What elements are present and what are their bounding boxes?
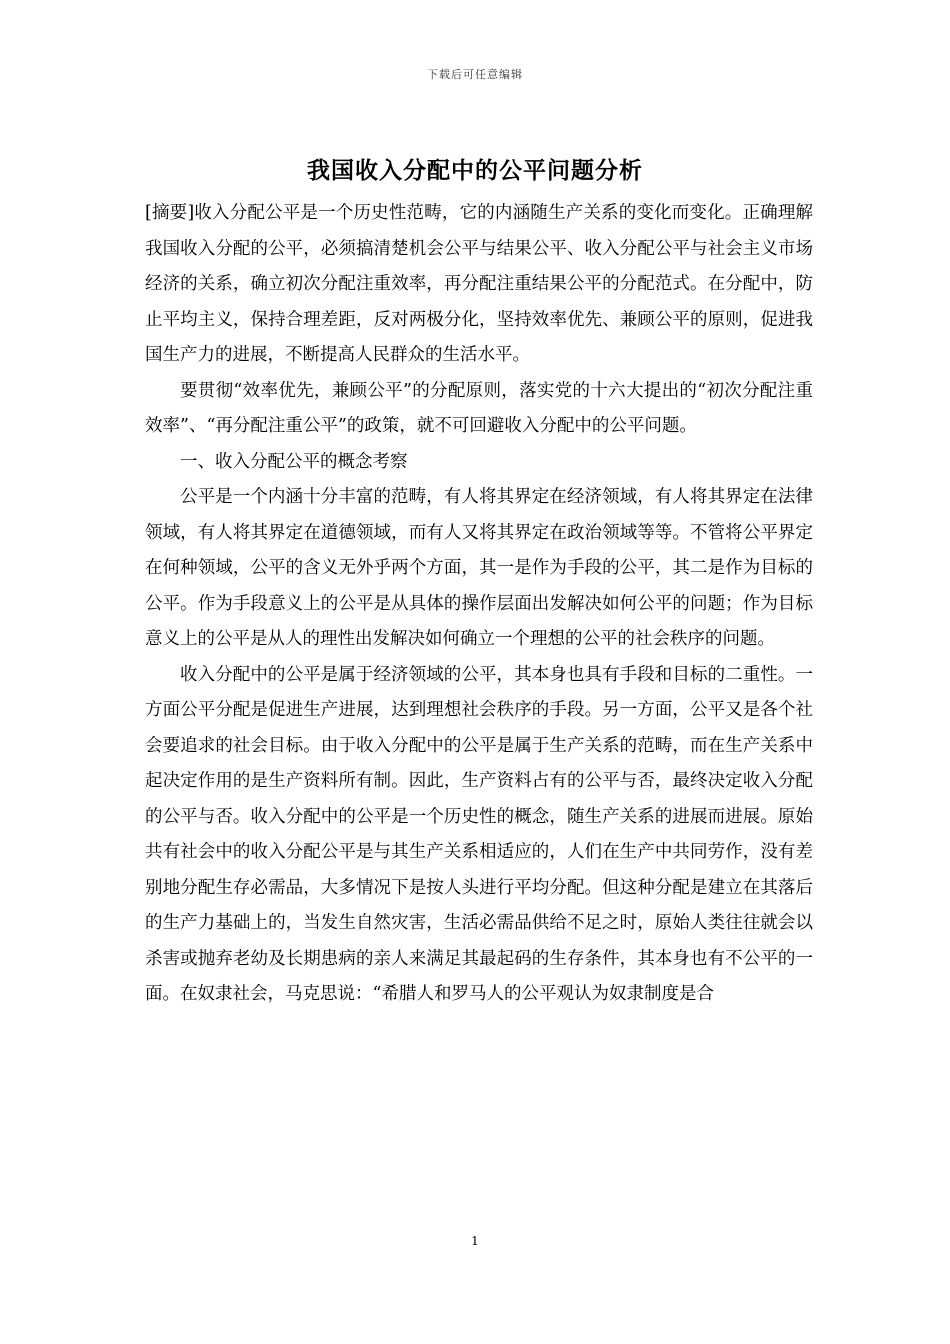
- page-number: 1: [471, 1234, 479, 1248]
- section-heading: 一、收入分配公平的概念考察: [180, 451, 408, 472]
- body-paragraph: 要贯彻“效率优先，兼顾公平”的分配原则，落实党的十六大提出的“初次分配注重效率”、“再分配注重公平”的政策，就不可回避收入分配中的公平问题。: [145, 380, 813, 436]
- document-title: 我国收入分配中的公平问题分析: [307, 157, 643, 184]
- body-paragraph: 收入分配中的公平是属于经济领域的公平，其本身也具有手段和目标的二重性。一方面公平分配是促进生产进展，达到理想社会秩序的手段。另一方面，公平又是各个社会要追求的社会目标。由于收入分配中的公平是属于生产关系的范畴，而在生产关系中起决定作用的是生产资料所有制。因此，生产资料占有的公平与否，最终决定收入分配的公平与否。收入分配中的公平是一个历史性的概念，随生产关系的进展而进展。原始共有社会中的收入分配公平是与其生产关系相适应的，人们在生产中共同劳作，没有差别地分配生存必需品，大多情况下是按人头进行平均分配。但这种分配是建立在其落后的生产力基础上的，当发生自然灾害，生活必需品供给不足之时，原始人类往往就会以杀害或抛弃老幼及长期患病的亲人来满足其最起码的生存条件，其本身也有不公平的一面。在奴隶社会，马克思说：“希腊人和罗马人的公平观认为奴隶制度是合: [145, 664, 813, 1004]
- document-body: [145, 196, 813, 1013]
- page-header-note: 下载后可任意编辑: [427, 68, 523, 81]
- abstract-paragraph: [摘要]收入分配公平是一个历史性范畴，它的内涵随生产关系的变化而变化。正确理解我国收入分配的公平，必须搞清楚机会公平与结果公平、收入分配公平与社会主义市场经济的关系，确立初次分配注重效率，再分配注重结果公平的分配范式。在分配中，防止平均主义，保持合理差距，反对两极分化，坚持效率优先、兼顾公平的原则，促进我国生产力的进展，不断提高人民群众的生活水平。: [145, 203, 813, 365]
- body-paragraph: 公平是一个内涵十分丰富的范畴，有人将其界定在经济领域，有人将其界定在法律领域，有人将其界定在道德领域，而有人又将其界定在政治领域等等。不管将公平界定在何种领域，公平的含义无外乎两个方面，其一是作为手段的公平，其二是作为目标的公平。作为手段意义上的公平是从具体的操作层面出发解决如何公平的问题；作为目标意义上的公平是从人的理性出发解决如何确立一个理想的公平的社会秩序的问题。: [145, 487, 813, 649]
